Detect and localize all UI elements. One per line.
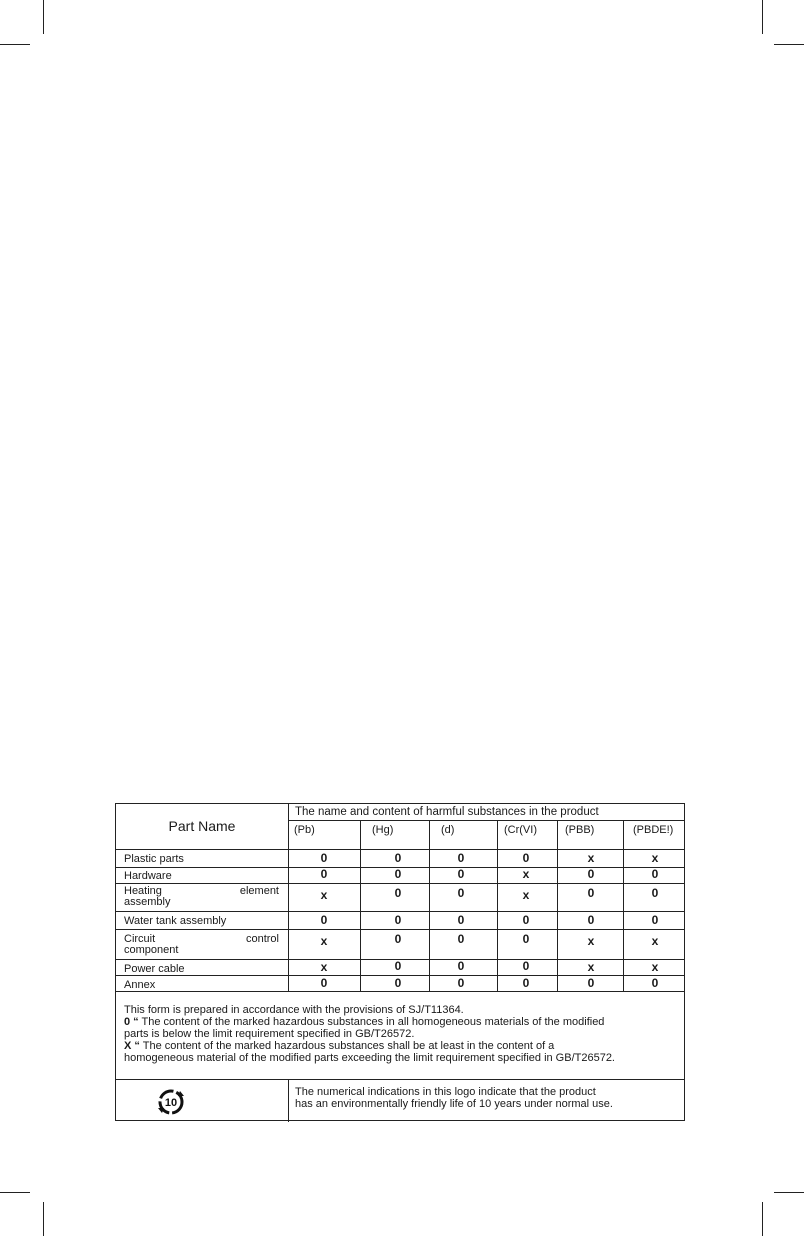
- table-cell: 0: [394, 976, 402, 990]
- table-cell: 0: [457, 867, 465, 881]
- table-cell: 0: [320, 851, 328, 865]
- logo-text-line: has an environmentally friendly life of 10 years under normal use.: [295, 1098, 613, 1110]
- crop-mark-top-left-h: [0, 44, 30, 45]
- table-cell: 0: [394, 851, 402, 865]
- table-cell: 0: [522, 851, 530, 865]
- table-cell: 0: [457, 932, 465, 946]
- table-cell: x: [651, 851, 659, 865]
- table-cell: x: [320, 934, 328, 948]
- table-cell: 0: [522, 976, 530, 990]
- table-cell: x: [587, 934, 595, 948]
- environmental-life-10-logo-icon: [156, 1087, 186, 1117]
- column-header-cr: (Cr(VI): [504, 824, 537, 836]
- logo-number: 10: [164, 1097, 178, 1109]
- table-cell: x: [587, 960, 595, 974]
- table-cell: 0: [651, 867, 659, 881]
- table-cell: 0: [457, 886, 465, 900]
- part-label: assembly: [124, 896, 171, 908]
- column-header-pbde: (PBDE!): [633, 824, 674, 836]
- hazardous-substances-table: [115, 803, 685, 1121]
- column-header-cd: (d): [441, 824, 455, 836]
- crop-mark-top-right-h: [774, 44, 804, 45]
- table-cell: 0: [394, 886, 402, 900]
- part-power-cable: Power cable: [124, 963, 185, 975]
- table-cell: 0: [320, 976, 328, 990]
- table-cell: 0: [587, 976, 595, 990]
- table-cell: 0: [457, 851, 465, 865]
- crop-mark-bottom-right: [762, 1202, 763, 1236]
- part-label: Heating: [124, 885, 162, 897]
- crop-mark-top-left: [43, 0, 44, 34]
- note-text: The content of the marked hazardous substances shall be at least in the content of a: [139, 1040, 555, 1052]
- column-header-pb: (Pb): [294, 824, 315, 836]
- table-cell: 0: [457, 913, 465, 927]
- table-cell: 0: [320, 913, 328, 927]
- column-header-pbb: (PBB): [565, 824, 595, 836]
- note-line: [124, 1040, 615, 1052]
- part-annex: Annex: [124, 979, 156, 991]
- table-cell: x: [522, 888, 530, 902]
- table-cell: 0: [457, 959, 465, 973]
- logo-text-line: The numerical indications in this logo indicate that the product: [295, 1086, 596, 1098]
- table-cell: 0: [394, 932, 402, 946]
- table-cell: 0: [457, 976, 465, 990]
- table-cell: 0: [651, 976, 659, 990]
- part-name-header: Part Name: [168, 818, 236, 834]
- table-cell: 0: [522, 913, 530, 927]
- column-header-hg: (Hg): [372, 824, 394, 836]
- table-cell: 0: [522, 959, 530, 973]
- table-cell: 0: [587, 913, 595, 927]
- table-cell: 0: [651, 913, 659, 927]
- table-cell: 0: [522, 932, 530, 946]
- note-line: This form is prepared in accordance with the provisions of SJ/T11364.: [124, 1004, 464, 1016]
- table-cell: x: [320, 960, 328, 974]
- crop-mark-top-right: [762, 0, 763, 34]
- substances-header: The name and content of harmful substances in the product: [295, 806, 599, 818]
- table-cell: x: [587, 851, 595, 865]
- table-cell: 0: [587, 886, 595, 900]
- part-circuit-control: [124, 934, 279, 956]
- note-line: parts is below the limit requirement specified in GB/T26572.: [124, 1028, 415, 1040]
- part-hardware: Hardware: [124, 870, 172, 882]
- table-cell: x: [651, 960, 659, 974]
- part-label: control: [245, 933, 279, 945]
- note-line: homogeneous material of the modified parts exceeding the limit requirement specified in GB/T26572.: [124, 1052, 615, 1064]
- table-cell: x: [320, 888, 328, 902]
- table-cell: 0: [320, 867, 328, 881]
- part-label: component: [124, 944, 179, 956]
- table-cell: 0: [394, 959, 402, 973]
- table-cell: 0: [651, 886, 659, 900]
- table-cell: 0: [394, 867, 402, 881]
- part-heating-element: [124, 886, 279, 908]
- zero-mark: 0 “: [124, 1016, 139, 1028]
- crop-mark-bottom-right-h: [774, 1192, 804, 1193]
- x-mark: X “: [124, 1040, 140, 1052]
- note-text: The content of the marked hazardous substances in all homogeneous materials of the modified: [138, 1016, 605, 1028]
- part-label: element: [239, 885, 279, 897]
- part-label: Circuit: [124, 933, 156, 945]
- table-cell: x: [651, 934, 659, 948]
- crop-mark-bottom-left: [43, 1202, 44, 1236]
- table-cell: 0: [394, 913, 402, 927]
- crop-mark-bottom-left-h: [0, 1192, 30, 1193]
- table-notes: [124, 1004, 615, 1064]
- part-plastic-parts: Plastic parts: [124, 853, 184, 865]
- note-line: [124, 1016, 615, 1028]
- logo-description: [295, 1086, 613, 1110]
- table-cell: x: [522, 867, 530, 881]
- part-water-tank: Water tank assembly: [124, 915, 227, 927]
- table-cell: 0: [587, 867, 595, 881]
